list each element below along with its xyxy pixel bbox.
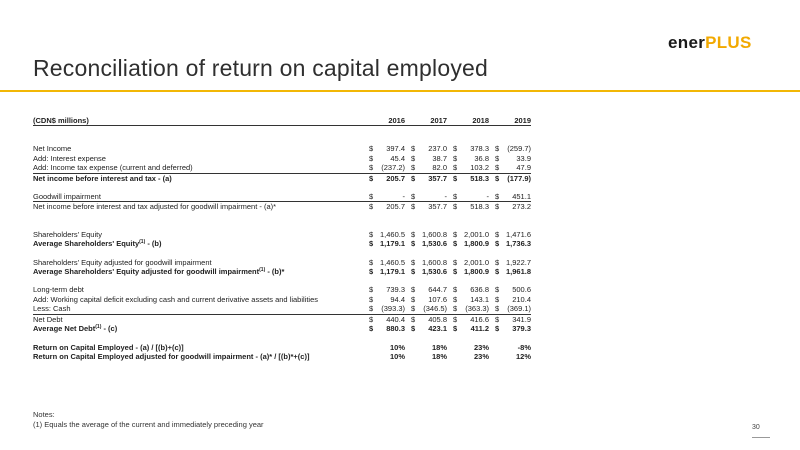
value-cell: 739.3 bbox=[386, 285, 405, 295]
table-row bbox=[33, 285, 531, 294]
row-label bbox=[33, 154, 363, 163]
value-cell: 378.3 bbox=[470, 144, 489, 154]
value-cell: 644.7 bbox=[428, 285, 447, 295]
value-cell: 103.2 bbox=[470, 163, 489, 173]
value-cell: 416.6 bbox=[461, 314, 489, 324]
table-row bbox=[33, 295, 531, 304]
spacer-row bbox=[33, 334, 531, 343]
currency-symbol bbox=[447, 343, 461, 352]
footnote-marker: (1) bbox=[95, 324, 102, 331]
value-cell: 273.2 bbox=[503, 202, 531, 212]
value-cell: 2,001.0 bbox=[463, 229, 489, 239]
row-label-text: Net income before interest and tax adjusted for goodwill impairment - (a)* bbox=[33, 202, 277, 212]
row-label bbox=[33, 144, 363, 153]
spacer-cell bbox=[33, 212, 531, 230]
value-cell: 33.9 bbox=[516, 153, 531, 163]
currency-symbol: $ bbox=[411, 163, 416, 173]
value-cell: 1,179.1 bbox=[379, 239, 405, 249]
table-header-row bbox=[33, 116, 531, 126]
note-1: (1) Equals the average of the current and immediately preceding year bbox=[33, 420, 264, 429]
currency-symbol: $ bbox=[453, 239, 458, 249]
currency-symbol: $ bbox=[363, 202, 377, 212]
row-label-text: Return on Capital Employed - (a) / [(b)+(c)] bbox=[33, 342, 184, 352]
currency-symbol: $ bbox=[495, 257, 500, 267]
currency-symbol: $ bbox=[369, 304, 374, 314]
spacer-cell bbox=[33, 334, 531, 343]
currency-symbol: $ bbox=[489, 173, 503, 183]
row-label bbox=[33, 285, 363, 294]
row-label bbox=[33, 163, 363, 173]
value-cell: 880.3 bbox=[386, 324, 405, 334]
currency-symbol: $ bbox=[495, 163, 500, 173]
currency-symbol: $ bbox=[495, 267, 500, 277]
value-cell: 82.0 bbox=[432, 163, 447, 173]
value-cell: 1,460.5 bbox=[379, 229, 405, 239]
value-cell: 518.3 bbox=[461, 173, 489, 183]
value-cell: 23% bbox=[473, 342, 489, 352]
value-cell: 205.7 bbox=[377, 202, 405, 212]
currency-symbol: $ bbox=[495, 144, 500, 154]
currency-symbol: $ bbox=[453, 285, 458, 295]
currency-symbol: $ bbox=[363, 314, 377, 324]
currency-symbol: $ bbox=[453, 144, 458, 154]
currency-symbol: $ bbox=[369, 239, 374, 249]
page-number-rule bbox=[752, 437, 770, 438]
currency-symbol: $ bbox=[447, 314, 461, 324]
value-cell: 1,471.6 bbox=[505, 229, 531, 239]
currency-symbol: $ bbox=[405, 314, 419, 324]
row-label-text: Average Shareholders' Equity adjusted for goodwill impairment bbox=[33, 267, 260, 277]
currency-symbol: $ bbox=[369, 192, 374, 202]
spacer-row bbox=[33, 276, 531, 285]
row-label bbox=[33, 239, 363, 248]
currency-symbol: $ bbox=[411, 144, 416, 154]
currency-symbol: $ bbox=[369, 324, 374, 334]
currency-symbol: $ bbox=[369, 153, 374, 163]
row-label-text: Add: Income tax expense (current and deferred) bbox=[33, 163, 193, 173]
value-cell: - bbox=[402, 192, 405, 202]
currency-symbol: $ bbox=[411, 304, 416, 314]
row-label-text: Add: Working capital deficit excluding cash and current derivative assets and liabilities bbox=[33, 294, 319, 304]
currency-symbol: $ bbox=[495, 229, 500, 239]
table-row bbox=[33, 239, 531, 248]
value-cell: (237.2) bbox=[381, 163, 405, 173]
value-cell: 341.9 bbox=[503, 314, 531, 324]
currency-symbol: $ bbox=[495, 324, 500, 334]
row-label bbox=[33, 267, 363, 276]
table-row bbox=[33, 343, 531, 352]
value-cell: 18% bbox=[431, 351, 447, 361]
row-label bbox=[33, 173, 363, 183]
table-row bbox=[33, 304, 531, 314]
row-label-text: Net Debt bbox=[33, 314, 63, 324]
table-row bbox=[33, 163, 531, 173]
currency-symbol: $ bbox=[411, 267, 416, 277]
value-cell: (369.1) bbox=[507, 304, 531, 314]
currency-symbol: $ bbox=[411, 324, 416, 334]
value-cell: 107.6 bbox=[428, 294, 447, 304]
row-label-text: Add: Interest expense bbox=[33, 153, 106, 163]
spacer-cell bbox=[33, 276, 531, 285]
table-row bbox=[33, 154, 531, 163]
row-label bbox=[33, 324, 363, 333]
enerplus-logo bbox=[668, 33, 752, 53]
currency-symbol bbox=[447, 352, 461, 361]
spacer-cell bbox=[33, 249, 531, 258]
value-cell: (346.5) bbox=[423, 304, 447, 314]
roce-reconciliation-table bbox=[33, 116, 531, 361]
table-row bbox=[33, 173, 531, 183]
header-spacer bbox=[489, 116, 503, 126]
value-cell: 94.4 bbox=[390, 294, 405, 304]
currency-symbol: $ bbox=[411, 257, 416, 267]
value-cell: 47.9 bbox=[516, 163, 531, 173]
value-cell: 1,961.8 bbox=[505, 267, 531, 277]
currency-symbol: $ bbox=[369, 163, 374, 173]
currency-symbol: $ bbox=[369, 267, 374, 277]
logo-text-ener: ener bbox=[668, 33, 706, 52]
spacer-row bbox=[33, 183, 531, 192]
currency-symbol: $ bbox=[453, 192, 458, 202]
row-label bbox=[33, 352, 363, 361]
table-row bbox=[33, 202, 531, 212]
value-cell: 38.7 bbox=[432, 153, 447, 163]
table-row bbox=[33, 230, 531, 239]
row-label bbox=[33, 295, 363, 304]
row-label bbox=[33, 314, 363, 324]
currency-symbol: $ bbox=[411, 229, 416, 239]
currency-symbol: $ bbox=[453, 304, 458, 314]
currency-symbol: $ bbox=[447, 173, 461, 183]
year-header-2016: 2016 bbox=[377, 116, 405, 126]
value-cell: (177.9) bbox=[503, 173, 531, 183]
row-label-text: Long-term debt bbox=[33, 285, 84, 295]
header-spacer bbox=[405, 116, 419, 126]
row-label-text: Shareholders' Equity adjusted for goodwill impairment bbox=[33, 257, 212, 267]
value-cell: 2,001.0 bbox=[463, 257, 489, 267]
currency-symbol: $ bbox=[405, 173, 419, 183]
units-label: (CDN$ millions) bbox=[33, 116, 363, 126]
value-cell: 1,600.8 bbox=[421, 229, 447, 239]
currency-symbol: $ bbox=[453, 257, 458, 267]
value-cell: 1,922.7 bbox=[505, 257, 531, 267]
currency-symbol bbox=[363, 352, 377, 361]
value-cell: 1,736.3 bbox=[505, 239, 531, 249]
value-cell: 237.0 bbox=[428, 144, 447, 154]
row-label-text: Goodwill impairment bbox=[33, 192, 101, 202]
currency-symbol: $ bbox=[453, 294, 458, 304]
year-header-2019: 2019 bbox=[503, 116, 531, 126]
notes-heading: Notes: bbox=[33, 410, 55, 419]
value-cell: - bbox=[444, 192, 447, 202]
row-label-text: Average Net Debt bbox=[33, 324, 96, 334]
value-cell: (363.3) bbox=[465, 304, 489, 314]
value-cell: 379.3 bbox=[512, 324, 531, 334]
value-cell: 451.1 bbox=[512, 192, 531, 202]
value-cell: 397.4 bbox=[386, 144, 405, 154]
row-label bbox=[33, 202, 363, 212]
row-label-text: Return on Capital Employed adjusted for goodwill impairment - (a)* / [(b)*+(c)] bbox=[33, 351, 310, 361]
currency-symbol bbox=[489, 352, 503, 361]
value-cell: 636.8 bbox=[470, 285, 489, 295]
currency-symbol: $ bbox=[369, 229, 374, 239]
table-row bbox=[33, 192, 531, 202]
row-label-suffix: - (c) bbox=[101, 324, 118, 334]
currency-symbol: $ bbox=[489, 202, 503, 212]
value-cell: 440.4 bbox=[377, 314, 405, 324]
currency-symbol: $ bbox=[369, 285, 374, 295]
spacer-row bbox=[33, 126, 531, 145]
currency-symbol: $ bbox=[411, 239, 416, 249]
row-label-text: Shareholders' Equity bbox=[33, 229, 102, 239]
value-cell: 1,179.1 bbox=[379, 267, 405, 277]
value-cell: 1,530.6 bbox=[421, 239, 447, 249]
value-cell: 518.3 bbox=[461, 202, 489, 212]
spacer-cell bbox=[33, 183, 531, 192]
value-cell: 205.7 bbox=[377, 173, 405, 183]
table-row bbox=[33, 352, 531, 361]
value-cell: 1,600.8 bbox=[421, 257, 447, 267]
value-cell: 10% bbox=[389, 351, 405, 361]
row-label bbox=[33, 192, 363, 202]
row-label-text: Average Shareholders' Equity bbox=[33, 239, 140, 249]
page-title: Reconciliation of return on capital employed bbox=[33, 55, 488, 81]
value-cell: 143.1 bbox=[470, 294, 489, 304]
table-row bbox=[33, 144, 531, 153]
currency-symbol bbox=[489, 343, 503, 352]
row-label bbox=[33, 258, 363, 267]
currency-symbol: $ bbox=[447, 202, 461, 212]
row-label-suffix: - (b)* bbox=[265, 267, 285, 277]
value-cell: 500.6 bbox=[512, 285, 531, 295]
value-cell: 357.7 bbox=[419, 173, 447, 183]
footnote-marker: (1) bbox=[259, 267, 266, 274]
table-row bbox=[33, 314, 531, 324]
currency-symbol bbox=[363, 343, 377, 352]
currency-symbol: $ bbox=[495, 285, 500, 295]
currency-symbol: $ bbox=[453, 267, 458, 277]
row-label bbox=[33, 304, 363, 314]
notes bbox=[33, 410, 264, 430]
table-row bbox=[33, 267, 531, 276]
value-cell: 1,530.6 bbox=[421, 267, 447, 277]
currency-symbol: $ bbox=[495, 294, 500, 304]
logo-text-plus: PLUS bbox=[705, 33, 752, 52]
page-number: 30 bbox=[752, 424, 760, 431]
value-cell: 45.4 bbox=[390, 153, 405, 163]
value-cell: 423.1 bbox=[428, 324, 447, 334]
currency-symbol: $ bbox=[411, 285, 416, 295]
header-spacer bbox=[447, 116, 461, 126]
currency-symbol: $ bbox=[495, 304, 500, 314]
value-cell: (393.3) bbox=[381, 304, 405, 314]
currency-symbol: $ bbox=[453, 153, 458, 163]
row-label bbox=[33, 343, 363, 352]
value-cell: (259.7) bbox=[507, 144, 531, 154]
spacer-row bbox=[33, 249, 531, 258]
currency-symbol: $ bbox=[363, 173, 377, 183]
value-cell: 210.4 bbox=[512, 294, 531, 304]
value-cell: 10% bbox=[389, 342, 405, 352]
value-cell: 405.8 bbox=[419, 314, 447, 324]
row-label-text: Net income before interest and tax - (a) bbox=[33, 173, 172, 183]
value-cell: 411.2 bbox=[470, 324, 489, 334]
spacer-row bbox=[33, 212, 531, 230]
currency-symbol: $ bbox=[453, 229, 458, 239]
header-spacer bbox=[363, 116, 377, 126]
year-header-2018: 2018 bbox=[461, 116, 489, 126]
currency-symbol: $ bbox=[369, 257, 374, 267]
year-header-2017: 2017 bbox=[419, 116, 447, 126]
currency-symbol: $ bbox=[489, 314, 503, 324]
value-cell: 1,460.5 bbox=[379, 257, 405, 267]
value-cell: 12% bbox=[515, 351, 531, 361]
table-row bbox=[33, 258, 531, 267]
currency-symbol: $ bbox=[453, 163, 458, 173]
value-cell: -8% bbox=[517, 342, 531, 352]
row-label-text: Less: Cash bbox=[33, 304, 71, 314]
currency-symbol: $ bbox=[495, 153, 500, 163]
value-cell: 18% bbox=[431, 342, 447, 352]
spacer-cell bbox=[33, 126, 531, 145]
currency-symbol: $ bbox=[411, 153, 416, 163]
value-cell: 1,800.9 bbox=[463, 267, 489, 277]
value-cell: - bbox=[486, 192, 489, 202]
value-cell: 36.8 bbox=[474, 153, 489, 163]
currency-symbol bbox=[405, 352, 419, 361]
title-underline bbox=[0, 90, 800, 92]
value-cell: 1,800.9 bbox=[463, 239, 489, 249]
currency-symbol: $ bbox=[411, 192, 416, 202]
currency-symbol: $ bbox=[495, 239, 500, 249]
currency-symbol: $ bbox=[411, 294, 416, 304]
row-label-text: Net Income bbox=[33, 144, 72, 154]
currency-symbol bbox=[405, 343, 419, 352]
currency-symbol: $ bbox=[495, 192, 500, 202]
currency-symbol: $ bbox=[369, 144, 374, 154]
currency-symbol: $ bbox=[405, 202, 419, 212]
row-label-suffix: - (b) bbox=[145, 239, 162, 249]
currency-symbol: $ bbox=[453, 324, 458, 334]
row-label bbox=[33, 230, 363, 239]
value-cell: 23% bbox=[473, 351, 489, 361]
currency-symbol: $ bbox=[369, 294, 374, 304]
footnote-marker: (1) bbox=[139, 239, 146, 246]
value-cell: 357.7 bbox=[419, 202, 447, 212]
table-row bbox=[33, 324, 531, 333]
